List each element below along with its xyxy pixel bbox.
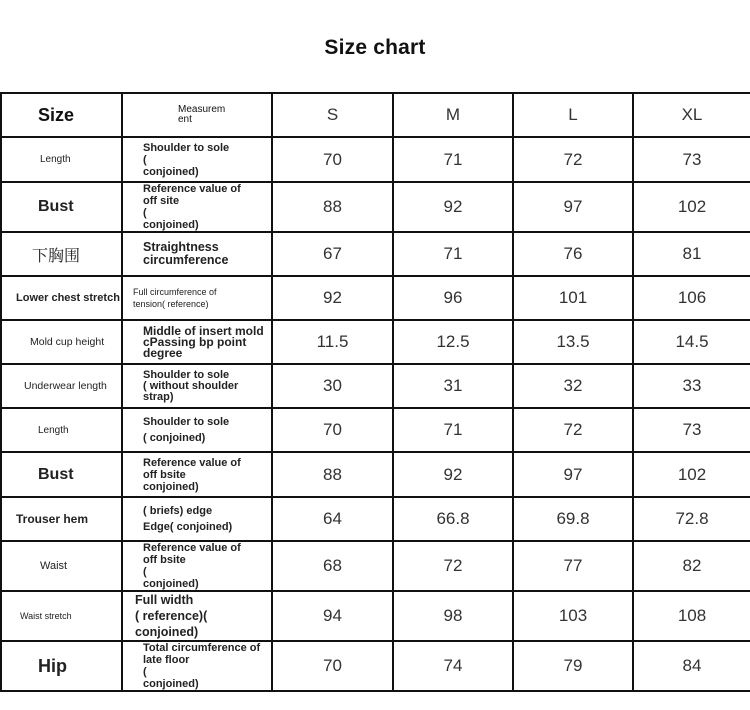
- table-row: [1, 232, 750, 276]
- value-xl: 14.5: [633, 320, 750, 364]
- table-row: [1, 452, 750, 497]
- row-measurement: Shoulder to sole ( without shoulder strap): [122, 364, 272, 408]
- value-l: 13.5: [513, 320, 633, 364]
- header-l: L: [513, 93, 633, 137]
- row-label: Lower chest stretch: [1, 276, 122, 320]
- table-row: [1, 320, 750, 364]
- row-measurement: Shoulder to sole ( conjoined): [122, 408, 272, 452]
- table-row: [1, 591, 750, 641]
- row-label: Bust: [1, 452, 122, 497]
- row-measurement: Shoulder to sole ( conjoined): [122, 137, 272, 182]
- value-xl: 102: [633, 182, 750, 232]
- value-m: 71: [393, 408, 513, 452]
- row-label: Waist stretch: [1, 591, 122, 641]
- value-m: 74: [393, 641, 513, 691]
- row-measurement: Middle of insert mold cPassing bp point degree: [122, 320, 272, 364]
- row-measurement: Straightness circumference: [122, 232, 272, 276]
- row-measurement: Reference value of off site ( conjoined): [122, 182, 272, 232]
- value-l: 97: [513, 452, 633, 497]
- value-xl: 73: [633, 137, 750, 182]
- header-row: [1, 93, 750, 137]
- value-l: 79: [513, 641, 633, 691]
- row-measurement: Full circumference of tension( reference): [122, 276, 272, 320]
- row-label: Trouser hem: [1, 497, 122, 541]
- header-s: S: [272, 93, 393, 137]
- value-xl: 108: [633, 591, 750, 641]
- row-label: Underwear length: [1, 364, 122, 408]
- row-measurement: Total circumference of late floor ( conjoined): [122, 641, 272, 691]
- header-size: Size: [1, 93, 122, 137]
- table-row: [1, 276, 750, 320]
- value-xl: 73: [633, 408, 750, 452]
- value-xl: 33: [633, 364, 750, 408]
- value-xl: 106: [633, 276, 750, 320]
- value-l: 69.8: [513, 497, 633, 541]
- value-m: 12.5: [393, 320, 513, 364]
- table-row: [1, 364, 750, 408]
- chart-title: Size chart: [324, 36, 426, 59]
- value-m: 71: [393, 232, 513, 276]
- row-measurement: Reference value of off bsite ( conjoined): [122, 541, 272, 591]
- row-label: Length: [1, 137, 122, 182]
- row-measurement: Reference value of off bsite conjoined): [122, 452, 272, 497]
- table-row: [1, 497, 750, 541]
- value-s: 94: [272, 591, 393, 641]
- value-xl: 72.8: [633, 497, 750, 541]
- value-l: 97: [513, 182, 633, 232]
- value-m: 31: [393, 364, 513, 408]
- value-s: 88: [272, 182, 393, 232]
- value-s: 70: [272, 641, 393, 691]
- header-m: M: [393, 93, 513, 137]
- table-row: [1, 641, 750, 691]
- value-s: 92: [272, 276, 393, 320]
- size-chart-table: [0, 92, 750, 692]
- value-l: 72: [513, 408, 633, 452]
- value-m: 98: [393, 591, 513, 641]
- table-row: [1, 408, 750, 452]
- value-s: 70: [272, 408, 393, 452]
- header-measurement: Measurem ent: [122, 93, 272, 137]
- value-s: 30: [272, 364, 393, 408]
- value-s: 88: [272, 452, 393, 497]
- header-xl: XL: [633, 93, 750, 137]
- table-row: [1, 137, 750, 182]
- value-m: 72: [393, 541, 513, 591]
- value-m: 71: [393, 137, 513, 182]
- value-l: 103: [513, 591, 633, 641]
- row-label: Waist: [1, 541, 122, 591]
- value-s: 64: [272, 497, 393, 541]
- value-s: 67: [272, 232, 393, 276]
- value-m: 66.8: [393, 497, 513, 541]
- value-l: 72: [513, 137, 633, 182]
- value-l: 101: [513, 276, 633, 320]
- row-measurement: ( briefs) edge Edge( conjoined): [122, 497, 272, 541]
- row-measurement: Full width ( reference)( conjoined): [122, 591, 272, 641]
- value-l: 32: [513, 364, 633, 408]
- value-m: 96: [393, 276, 513, 320]
- value-xl: 82: [633, 541, 750, 591]
- value-s: 11.5: [272, 320, 393, 364]
- value-l: 76: [513, 232, 633, 276]
- row-label: Length: [1, 408, 122, 452]
- value-l: 77: [513, 541, 633, 591]
- value-s: 68: [272, 541, 393, 591]
- value-xl: 81: [633, 232, 750, 276]
- row-label: 下胸围: [1, 232, 122, 276]
- value-m: 92: [393, 452, 513, 497]
- value-xl: 102: [633, 452, 750, 497]
- table-row: [1, 182, 750, 232]
- row-label: Mold cup height: [1, 320, 122, 364]
- row-label: Hip: [1, 641, 122, 691]
- table-row: [1, 541, 750, 591]
- row-label: Bust: [1, 182, 122, 232]
- value-xl: 84: [633, 641, 750, 691]
- value-m: 92: [393, 182, 513, 232]
- value-s: 70: [272, 137, 393, 182]
